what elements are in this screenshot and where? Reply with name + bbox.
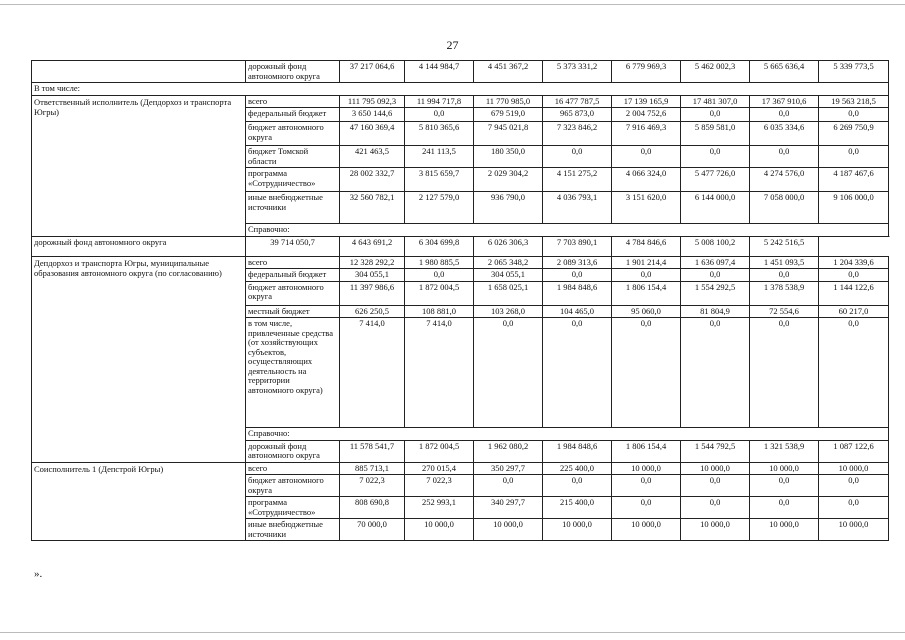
year-value: 1 658 025,1 bbox=[474, 281, 543, 305]
year-value: 2 089 313,6 bbox=[543, 256, 612, 269]
total-value: 12 328 292,2 bbox=[340, 256, 405, 269]
year-value: 19 563 218,5 bbox=[819, 95, 889, 108]
funding-source-label: иные внебюджетные источники bbox=[246, 519, 340, 541]
funding-source-label: бюджет автономного округа bbox=[246, 122, 340, 146]
year-value: 6 144 000,0 bbox=[681, 192, 750, 224]
year-value: 0,0 bbox=[750, 108, 819, 122]
table-row bbox=[32, 256, 889, 269]
year-value: 1 984 848,6 bbox=[543, 281, 612, 305]
year-value: 340 297,7 bbox=[474, 497, 543, 519]
year-value: 10 000,0 bbox=[681, 519, 750, 541]
year-value: 17 367 910,6 bbox=[750, 95, 819, 108]
total-value: 111 795 092,3 bbox=[340, 95, 405, 108]
year-value: 1 378 538,9 bbox=[750, 281, 819, 305]
year-value: 0,0 bbox=[681, 497, 750, 519]
year-value: 0,0 bbox=[819, 318, 889, 428]
year-value: 7 058 000,0 bbox=[750, 192, 819, 224]
funding-source-label: иные внебюджетные источники bbox=[246, 192, 340, 224]
year-value: 60 217,0 bbox=[819, 305, 889, 318]
total-value: 7 414,0 bbox=[340, 318, 405, 428]
year-value: 0,0 bbox=[543, 318, 612, 428]
year-value: 1 901 214,4 bbox=[612, 256, 681, 269]
year-value: 4 151 275,2 bbox=[543, 168, 612, 192]
year-value: 1 554 292,5 bbox=[681, 281, 750, 305]
year-value: 180 350,0 bbox=[474, 146, 543, 168]
year-value: 0,0 bbox=[681, 146, 750, 168]
funding-source-label: всего bbox=[246, 256, 340, 269]
year-value: 0,0 bbox=[543, 146, 612, 168]
year-value: 1 962 080,2 bbox=[474, 440, 543, 462]
total-value: 39 714 050,7 bbox=[246, 236, 340, 256]
table-row bbox=[32, 61, 889, 83]
year-value: 5 339 773,5 bbox=[819, 61, 889, 83]
year-value: 3 815 659,7 bbox=[405, 168, 474, 192]
year-value: 5 462 002,3 bbox=[681, 61, 750, 83]
table-row bbox=[32, 236, 889, 256]
year-value: 10 000,0 bbox=[543, 519, 612, 541]
year-value: 4 066 324,0 bbox=[612, 168, 681, 192]
responsible-executor: Ответственный исполнитель (Депдорхоз и транспорта Югры) bbox=[32, 95, 246, 236]
total-value: 7 022,3 bbox=[340, 475, 405, 497]
year-value: 1 451 093,5 bbox=[750, 256, 819, 269]
budget-table bbox=[31, 60, 889, 541]
total-value: 11 578 541,7 bbox=[340, 440, 405, 462]
year-value: 0,0 bbox=[750, 146, 819, 168]
funding-source-label: бюджет автономного округа bbox=[246, 281, 340, 305]
year-value: 225 400,0 bbox=[543, 462, 612, 475]
year-value: 7 703 890,1 bbox=[543, 236, 612, 256]
year-value: 0,0 bbox=[543, 269, 612, 282]
year-value: 304 055,1 bbox=[474, 269, 543, 282]
year-value: 0,0 bbox=[819, 108, 889, 122]
total-value: 3 650 144,6 bbox=[340, 108, 405, 122]
funding-source-label: программа «Сотрудничество» bbox=[246, 497, 340, 519]
year-value: 965 873,0 bbox=[543, 108, 612, 122]
funding-source-label: всего bbox=[246, 95, 340, 108]
year-value: 0,0 bbox=[819, 269, 889, 282]
year-value: 10 000,0 bbox=[750, 519, 819, 541]
total-value: 11 397 986,6 bbox=[340, 281, 405, 305]
year-value: 1 806 154,4 bbox=[612, 440, 681, 462]
year-value: 6 304 699,8 bbox=[405, 236, 474, 256]
table-row bbox=[32, 95, 889, 108]
year-value: 5 242 516,5 bbox=[750, 236, 819, 256]
year-value: 6 269 750,9 bbox=[819, 122, 889, 146]
year-value: 2 127 579,0 bbox=[405, 192, 474, 224]
funding-source-label: дорожный фонд автономного округа bbox=[246, 61, 340, 83]
year-value: 108 881,0 bbox=[405, 305, 474, 318]
funding-source-label: в том числе, привлеченные средства (от хозяйствующих субъектов, осуществляющих деятельность на территории автономного округа) bbox=[246, 318, 340, 428]
year-value: 350 297,7 bbox=[474, 462, 543, 475]
year-value: 0,0 bbox=[612, 475, 681, 497]
year-value: 6 035 334,6 bbox=[750, 122, 819, 146]
year-value: 0,0 bbox=[474, 475, 543, 497]
section-row bbox=[32, 83, 889, 96]
total-value: 37 217 064,6 bbox=[340, 61, 405, 83]
responsible-executor: Соисполнитель 1 (Депстрой Югры) bbox=[32, 462, 246, 541]
year-value: 3 151 620,0 bbox=[612, 192, 681, 224]
year-value: 10 000,0 bbox=[750, 462, 819, 475]
year-value: 1 636 097,4 bbox=[681, 256, 750, 269]
year-value: 0,0 bbox=[612, 269, 681, 282]
year-value: 2 004 752,6 bbox=[612, 108, 681, 122]
total-value: 808 690,8 bbox=[340, 497, 405, 519]
funding-source-label: дорожный фонд автономного округа bbox=[246, 440, 340, 462]
closing-quote-mark: ». bbox=[34, 568, 43, 580]
year-value: 0,0 bbox=[474, 318, 543, 428]
year-value: 1 204 339,6 bbox=[819, 256, 889, 269]
year-value: 10 000,0 bbox=[819, 462, 889, 475]
year-value: 11 770 985,0 bbox=[474, 95, 543, 108]
year-value: 0,0 bbox=[405, 269, 474, 282]
year-value: 0,0 bbox=[750, 318, 819, 428]
year-value: 10 000,0 bbox=[474, 519, 543, 541]
year-value: 4 187 467,6 bbox=[819, 168, 889, 192]
year-value: 1 087 122,6 bbox=[819, 440, 889, 462]
year-value: 5 665 636,4 bbox=[750, 61, 819, 83]
year-value: 0,0 bbox=[681, 318, 750, 428]
year-value: 7 945 021,8 bbox=[474, 122, 543, 146]
year-value: 7 414,0 bbox=[405, 318, 474, 428]
year-value: 4 451 367,2 bbox=[474, 61, 543, 83]
year-value: 0,0 bbox=[612, 318, 681, 428]
funding-source-label: дорожный фонд автономного округа bbox=[32, 236, 246, 256]
year-value: 7 916 469,3 bbox=[612, 122, 681, 146]
year-value: 7 022,3 bbox=[405, 475, 474, 497]
year-value: 10 000,0 bbox=[612, 519, 681, 541]
year-value: 270 015,4 bbox=[405, 462, 474, 475]
year-value: 72 554,6 bbox=[750, 305, 819, 318]
year-value: 1 872 004,5 bbox=[405, 281, 474, 305]
responsible-executor: Депдорхоз и транспорта Югры, муниципальные образования автономного округа (по согласованию) bbox=[32, 256, 246, 462]
funding-source-label: бюджет автономного округа bbox=[246, 475, 340, 497]
year-value: 5 477 726,0 bbox=[681, 168, 750, 192]
year-value: 1 144 122,6 bbox=[819, 281, 889, 305]
page-number: 27 bbox=[446, 38, 459, 52]
year-value: 0,0 bbox=[819, 475, 889, 497]
year-value: 6 779 969,3 bbox=[612, 61, 681, 83]
section-label: Справочно: bbox=[246, 428, 889, 441]
year-value: 0,0 bbox=[543, 475, 612, 497]
year-value: 0,0 bbox=[681, 475, 750, 497]
year-value: 4 274 576,0 bbox=[750, 168, 819, 192]
year-value: 0,0 bbox=[405, 108, 474, 122]
year-value: 10 000,0 bbox=[819, 519, 889, 541]
year-value: 5 810 365,6 bbox=[405, 122, 474, 146]
year-value: 9 106 000,0 bbox=[819, 192, 889, 224]
year-value: 0,0 bbox=[612, 146, 681, 168]
year-value: 4 144 984,7 bbox=[405, 61, 474, 83]
total-value: 304 055,1 bbox=[340, 269, 405, 282]
table-row bbox=[32, 462, 889, 475]
year-value: 10 000,0 bbox=[405, 519, 474, 541]
year-value: 5 008 100,2 bbox=[681, 236, 750, 256]
year-value: 10 000,0 bbox=[612, 462, 681, 475]
year-value: 16 477 787,5 bbox=[543, 95, 612, 108]
total-value: 28 002 332,7 bbox=[340, 168, 405, 192]
year-value: 1 872 004,5 bbox=[405, 440, 474, 462]
funding-source-label: федеральный бюджет bbox=[246, 108, 340, 122]
year-value: 4 643 691,2 bbox=[340, 236, 405, 256]
year-value: 2 065 348,2 bbox=[474, 256, 543, 269]
year-value: 95 060,0 bbox=[612, 305, 681, 318]
year-value: 7 323 846,2 bbox=[543, 122, 612, 146]
funding-source-label: программа «Сотрудничество» bbox=[246, 168, 340, 192]
year-value: 0,0 bbox=[750, 475, 819, 497]
year-value: 2 029 304,2 bbox=[474, 168, 543, 192]
year-value: 252 993,1 bbox=[405, 497, 474, 519]
year-value: 1 984 848,6 bbox=[543, 440, 612, 462]
year-value: 17 139 165,9 bbox=[612, 95, 681, 108]
year-value: 6 026 306,3 bbox=[474, 236, 543, 256]
year-value: 0,0 bbox=[681, 269, 750, 282]
year-value: 1 980 885,5 bbox=[405, 256, 474, 269]
year-value: 1 321 538,9 bbox=[750, 440, 819, 462]
year-value: 0,0 bbox=[819, 497, 889, 519]
year-value: 936 790,0 bbox=[474, 192, 543, 224]
year-value: 17 481 307,0 bbox=[681, 95, 750, 108]
total-value: 626 250,5 bbox=[340, 305, 405, 318]
year-value: 679 519,0 bbox=[474, 108, 543, 122]
total-value: 32 560 782,1 bbox=[340, 192, 405, 224]
scan-edge-top bbox=[0, 4, 905, 5]
year-value: 103 268,0 bbox=[474, 305, 543, 318]
year-value: 0,0 bbox=[819, 146, 889, 168]
year-value: 0,0 bbox=[750, 269, 819, 282]
year-value: 241 113,5 bbox=[405, 146, 474, 168]
total-value: 47 160 369,4 bbox=[340, 122, 405, 146]
year-value: 5 859 581,0 bbox=[681, 122, 750, 146]
year-value: 11 994 717,8 bbox=[405, 95, 474, 108]
scan-edge-bottom bbox=[0, 632, 905, 633]
funding-source-label: бюджет Томской области bbox=[246, 146, 340, 168]
empty-cell bbox=[32, 61, 246, 83]
year-value: 81 804,9 bbox=[681, 305, 750, 318]
year-value: 0,0 bbox=[750, 497, 819, 519]
year-value: 4 036 793,1 bbox=[543, 192, 612, 224]
funding-source-label: местный бюджет bbox=[246, 305, 340, 318]
total-value: 885 713,1 bbox=[340, 462, 405, 475]
section-label: Справочно: bbox=[246, 224, 889, 237]
year-value: 104 465,0 bbox=[543, 305, 612, 318]
funding-source-label: федеральный бюджет bbox=[246, 269, 340, 282]
section-label: В том числе: bbox=[32, 83, 889, 96]
year-value: 5 373 331,2 bbox=[543, 61, 612, 83]
year-value: 10 000,0 bbox=[681, 462, 750, 475]
year-value: 0,0 bbox=[681, 108, 750, 122]
year-value: 0,0 bbox=[612, 497, 681, 519]
year-value: 1 806 154,4 bbox=[612, 281, 681, 305]
total-value: 421 463,5 bbox=[340, 146, 405, 168]
year-value: 1 544 792,5 bbox=[681, 440, 750, 462]
year-value: 215 400,0 bbox=[543, 497, 612, 519]
total-value: 70 000,0 bbox=[340, 519, 405, 541]
funding-source-label: всего bbox=[246, 462, 340, 475]
year-value: 4 784 846,6 bbox=[612, 236, 681, 256]
